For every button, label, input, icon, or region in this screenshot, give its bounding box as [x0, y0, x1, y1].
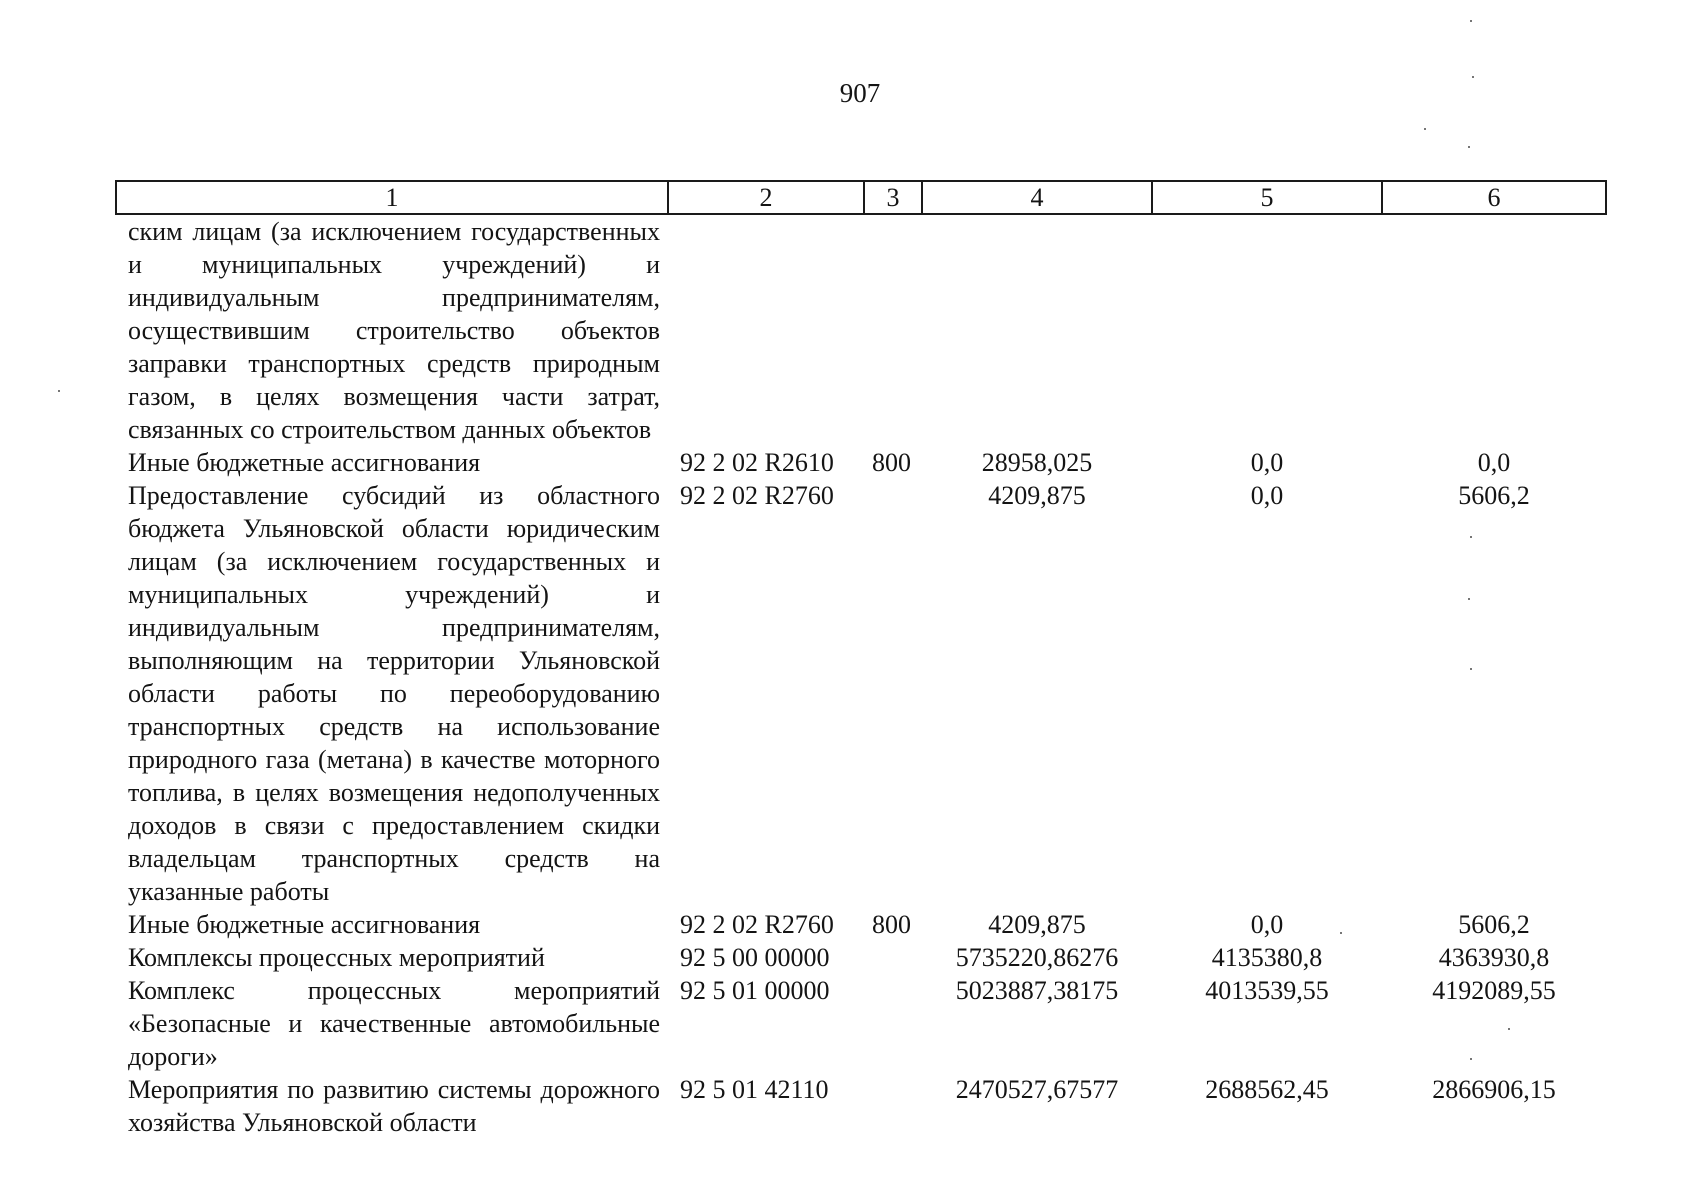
- header-row: [116, 181, 1606, 214]
- row-col4: 2470527,67577: [955, 1075, 1119, 1104]
- row-code: 92 2 02 R2610: [680, 448, 834, 477]
- row-col6: 4363930,8: [1438, 943, 1550, 972]
- row-col4: [922, 214, 1152, 446]
- scan-speck: [1470, 536, 1472, 538]
- row-col5: [1152, 214, 1382, 446]
- scan-speck: [1424, 128, 1426, 130]
- row-col5: 0,0: [1250, 910, 1284, 939]
- row-col6: 2866906,15: [1432, 1075, 1556, 1104]
- table-row: [116, 214, 1606, 446]
- scan-speck: [1472, 76, 1474, 78]
- page-number: 907: [839, 78, 881, 108]
- header-col-1: 1: [116, 181, 668, 214]
- row-col4: 28958,025: [981, 448, 1093, 477]
- row-col5: 2688562,45: [1205, 1075, 1329, 1104]
- row-code: 92 5 01 42110: [680, 1075, 829, 1104]
- budget-table: [115, 180, 1607, 1139]
- table-body: [116, 214, 1606, 1139]
- row-col4: 5735220,86276: [955, 943, 1119, 972]
- row-name: Предоставление субсидий из областного бюджета Ульяновской области юридическим лицам (за исключением государственных и муниципальных учреждений) и индивидуальным предпринимателям, выполняющим на территории Ульяновской области работы по переоборудованию транспортных средств на использование природного газа (метана) в качестве моторного топлива, в целях возмещения недополученных доходов в связи с предоставлением скидки владельцам транспортных средств на указанные работы: [128, 481, 660, 906]
- row-col6: [1382, 214, 1606, 446]
- row-col5: 4135380,8: [1211, 943, 1323, 972]
- table-row: [116, 974, 1606, 1073]
- scan-speck: [1340, 932, 1342, 934]
- table-row: [116, 941, 1606, 974]
- budget-table-container: [115, 180, 1605, 1139]
- scan-speck: [1468, 598, 1470, 600]
- table-row: [116, 908, 1606, 941]
- row-name: ским лицам (за исключением государственных и муниципальных учреждений) и индивидуальным предпринимателям, осуществившим строительство объектов заправки транспортных средств природным газом, в целях возмещения части затрат, связанных со строительством данных объектов: [128, 217, 660, 444]
- row-code: 92 2 02 R2760: [680, 481, 834, 510]
- row-code: 92 5 01 00000: [680, 976, 830, 1005]
- row-col4: 4209,875: [988, 910, 1086, 939]
- row-type: [864, 479, 922, 908]
- header-col-2: 2: [668, 181, 864, 214]
- scan-speck: [1508, 1028, 1510, 1030]
- row-col6: 5606,2: [1458, 910, 1530, 939]
- row-code: 92 5 00 00000: [680, 943, 830, 972]
- row-name: Комплексы процессных мероприятий: [128, 943, 545, 972]
- row-code: [668, 214, 864, 446]
- scan-speck: [1468, 146, 1470, 148]
- header-col-3: 3: [864, 181, 922, 214]
- row-col5: 0,0: [1250, 481, 1284, 510]
- row-name: Иные бюджетные ассигнования: [128, 910, 481, 939]
- row-col4: 5023887,38175: [955, 976, 1119, 1005]
- header-col-4: 4: [922, 181, 1152, 214]
- row-col5: 0,0: [1250, 448, 1284, 477]
- header-col-6: 6: [1382, 181, 1606, 214]
- row-type: [864, 941, 922, 974]
- table-header: [116, 181, 1606, 214]
- header-col-5: 5: [1152, 181, 1382, 214]
- row-col6: 5606,2: [1458, 481, 1530, 510]
- row-code: 92 2 02 R2760: [680, 910, 834, 939]
- row-name: Иные бюджетные ассигнования: [128, 448, 481, 477]
- table-row: [116, 479, 1606, 908]
- row-type: 800: [872, 448, 911, 477]
- row-name: Мероприятия по развитию системы дорожного хозяйства Ульяновской области: [128, 1075, 660, 1137]
- row-col4: 4209,875: [988, 481, 1086, 510]
- row-type: [864, 1073, 922, 1139]
- row-name: Комплекс процессных мероприятий «Безопасные и качественные автомобильные дороги»: [128, 976, 660, 1071]
- row-col6: 4192089,55: [1432, 976, 1556, 1005]
- scan-speck: [1470, 668, 1472, 670]
- scan-speck: [1470, 1058, 1472, 1060]
- table-row: [116, 446, 1606, 479]
- row-col5: 4013539,55: [1205, 976, 1329, 1005]
- scan-speck: [58, 390, 60, 392]
- row-type: [864, 214, 922, 446]
- scan-speck: [1470, 20, 1472, 22]
- table-row: [116, 1073, 1606, 1139]
- row-col6: 0,0: [1477, 448, 1511, 477]
- row-type: [864, 974, 922, 1073]
- row-type: 800: [872, 910, 911, 939]
